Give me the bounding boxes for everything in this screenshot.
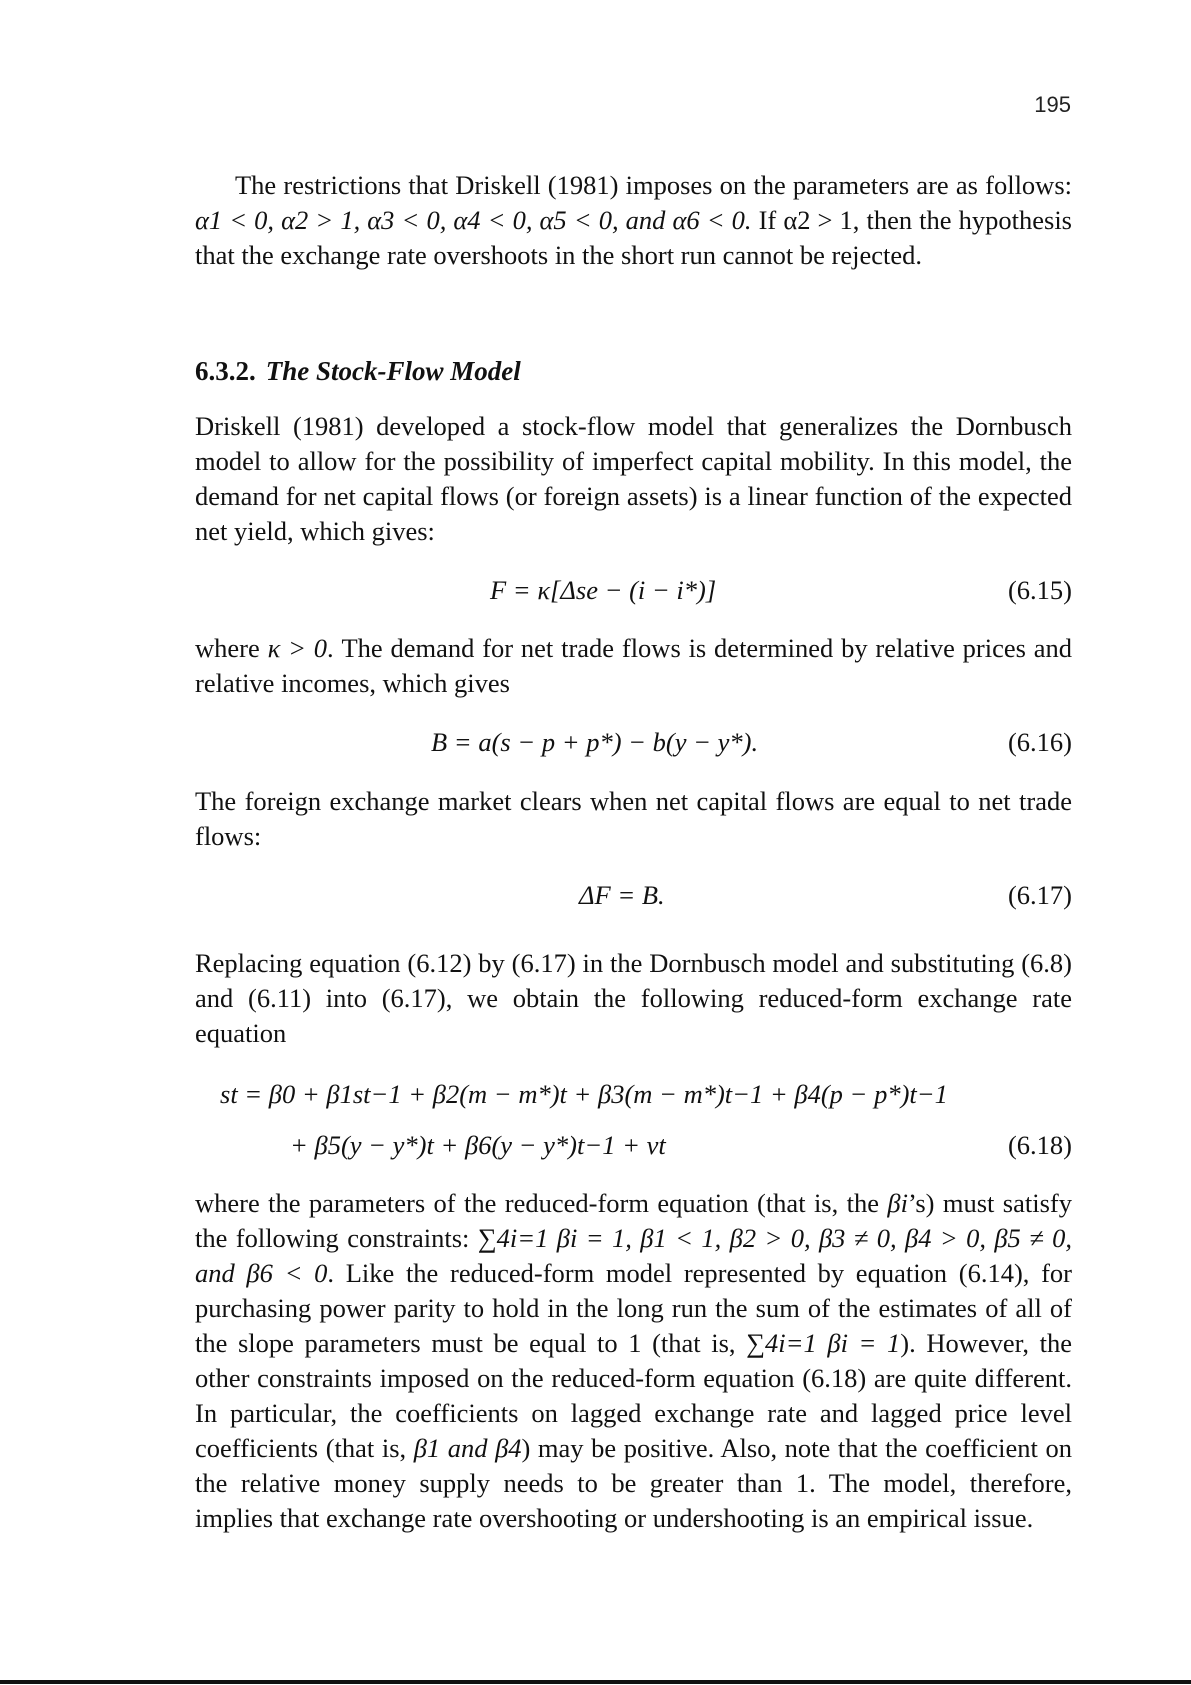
- paragraph-market: The foreign exchange market clears when net capital flows are equal to net trade flows:: [195, 786, 1072, 851]
- equation-number: (6.16): [1007, 727, 1072, 757]
- section-title: The Stock-Flow Model: [265, 356, 521, 386]
- bottom-rule: [0, 1680, 1191, 1684]
- beta-sum: ∑4i=1 βi = 1: [746, 1328, 901, 1358]
- equation-body: ΔF = B.: [579, 880, 665, 910]
- paragraph-intro: Driskell (1981) developed a stock-flow model that generalizes the Dornbusch model to allow for the possibility of imperfect capital mobility. In this model, the demand for net capital flows (or foreign assets) is a linear function of the expected net yield, which gives:: [195, 411, 1072, 546]
- text-run: ). However, the other constraints imposed on the reduced-form equation (6.18) are quite different. In particular, the coefficients on lagged exchange rate and lagged price level coefficients (that is,: [195, 1328, 1072, 1463]
- kappa-condition: κ > 0: [267, 633, 328, 663]
- equation-body: F = κ[Δse − (i − i*)]: [490, 575, 717, 605]
- equation-6-16: [195, 727, 1072, 767]
- alpha-conditions: α1 < 0, α2 > 1, α3 < 0, α4 < 0, α5 < 0, and α6 < 0.: [195, 205, 752, 235]
- text-run: . Like the reduced-form model represented by equation (6.14), for purchasing power parity to hold in the long run the sum of the estimates of all of the slope parameters must be equal to 1 (that is,: [195, 1258, 1072, 1358]
- beta-i: βi: [887, 1188, 908, 1218]
- section-number: 6.3.2.: [195, 356, 256, 386]
- equation-6-17: [195, 880, 1072, 920]
- section-heading: [195, 356, 521, 387]
- equation-number: (6.18): [1007, 1130, 1072, 1160]
- page-number: 195: [1034, 92, 1071, 117]
- paragraph-constraints: [195, 1186, 1072, 1536]
- paragraph-replace: Replacing equation (6.12) by (6.17) in the Dornbusch model and substituting (6.8) and (6.11) into (6.17), we obtain the following reduced-form exchange rate equation: [195, 948, 1072, 1048]
- text-run: where: [195, 633, 268, 663]
- equation-body: + β5(y − y*)t + β6(y − y*)t−1 + vt: [290, 1130, 666, 1160]
- text-run: where the parameters of the reduced-form equation (that is, the: [195, 1188, 888, 1218]
- text-run: ) may be positive. Also, note that the coefficient on the relative money supply needs to be greater than 1. The model, therefore, implies that exchange rate overshooting or undershooting is an empirical issue.: [195, 1433, 1072, 1533]
- paragraph-kappa: [195, 631, 1072, 701]
- equation-6-18-line-2: [195, 1130, 1072, 1170]
- equation-6-18-line-1: [195, 1079, 1072, 1119]
- equation-6-15: [195, 575, 1072, 615]
- text-run: . The demand for net trade flows is determined by relative prices and relative incomes, which gives: [195, 633, 1072, 698]
- beta-1-and-4: β1 and β4: [413, 1433, 522, 1463]
- paragraph-restrictions: [195, 168, 1072, 273]
- equation-body: st = β0 + β1st−1 + β2(m − m*)t + β3(m − m*)t−1 + β4(p − p*)t−1: [220, 1079, 948, 1109]
- text-run: If α2 > 1, then the hypothesis that the exchange rate overshoots in the short run cannot be rejected.: [195, 205, 1072, 270]
- text-run: The restrictions that Driskell (1981) imposes on the parameters are as follows:: [235, 170, 1072, 200]
- beta-constraints: ∑4i=1 βi = 1, β1 < 1, β2 > 0, β3 ≠ 0, β4 > 0, β5 ≠ 0, and β6 < 0: [195, 1223, 1072, 1288]
- equation-body: B = a(s − p + p*) − b(y − y*).: [431, 727, 759, 757]
- equation-number: (6.17): [1007, 880, 1072, 910]
- text-run: ’s) must satisfy the following constraints:: [195, 1188, 1072, 1253]
- equation-number: (6.15): [1007, 575, 1072, 605]
